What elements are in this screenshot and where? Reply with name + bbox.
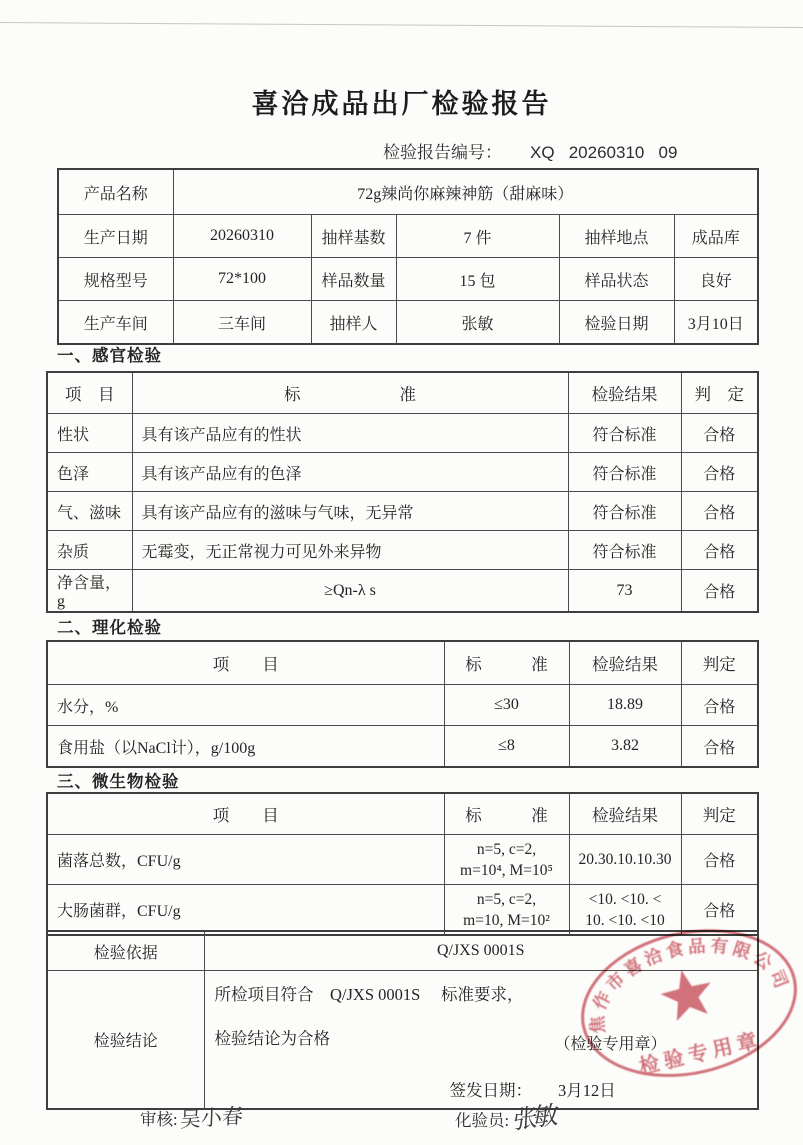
cell-result: 符合标准 — [568, 414, 681, 453]
stamp-star-icon — [656, 964, 717, 1023]
cell-label: 生产日期 — [58, 215, 173, 258]
product-name-label: 产品名称 — [58, 169, 173, 215]
cell-value: 7 件 — [396, 215, 559, 258]
col-header-item: 项 目 — [47, 641, 444, 685]
table-header-row — [47, 372, 758, 414]
cell-verdict: 合格 — [681, 835, 758, 885]
cell-standard: 无霉变，无正常视力可见外来异物 — [132, 531, 568, 570]
cell-value: 张敏 — [396, 301, 559, 345]
cell-result: 符合标准 — [568, 531, 681, 570]
cell-item: 净含量，g — [47, 570, 132, 613]
issue-date-value: 3月12日 — [558, 1081, 616, 1100]
cell-item: 性状 — [47, 414, 132, 453]
col-header-standard: 标 准 — [132, 372, 568, 414]
table-row — [47, 835, 758, 885]
cell-label: 样品状态 — [559, 258, 674, 301]
cell-result — [569, 835, 681, 885]
table-row — [58, 169, 758, 215]
section-heading-physchem: 二、理化检验 — [57, 618, 162, 637]
col-header-verdict: 判 定 — [681, 372, 758, 414]
cell-result: 73 — [568, 570, 681, 613]
cell-verdict: 合格 — [681, 885, 758, 936]
cell-standard: 具有该产品应有的滋味与气味，无异常 — [132, 492, 568, 531]
cell-verdict: 合格 — [681, 685, 758, 726]
table-header-row — [47, 641, 758, 685]
table-row — [47, 531, 758, 570]
table-row — [47, 726, 758, 768]
issue-date-label: 签发日期： — [449, 1081, 532, 1100]
cell-item: 大肠菌群，CFU/g — [47, 885, 444, 936]
col-header-verdict: 判定 — [681, 793, 758, 835]
cell-label: 检验日期 — [559, 301, 674, 345]
report-number-label: 检验报告编号： — [383, 143, 502, 162]
cell-value: 3月10日 — [674, 301, 758, 345]
cell-item: 水分，% — [47, 685, 444, 726]
cell-label: 抽样人 — [311, 301, 396, 345]
table-row — [58, 301, 758, 345]
tester-signature — [455, 1098, 555, 1134]
micro-test-table — [46, 792, 759, 936]
standard-line-2: m=10⁴, M=10⁵ — [460, 861, 553, 879]
report-number-value: XQ 20260310 09 — [530, 143, 678, 162]
cell-verdict: 合格 — [681, 414, 758, 453]
col-header-result: 检验结果 — [569, 641, 681, 685]
cell-item: 色泽 — [47, 453, 132, 492]
cell-verdict: 合格 — [681, 453, 758, 492]
page-title: 喜洽成品出厂检验报告 — [251, 89, 552, 119]
cell-value: 72*100 — [173, 258, 311, 301]
col-header-result: 检验结果 — [568, 372, 681, 414]
col-header-item: 项 目 — [47, 372, 132, 414]
col-header-item: 项 目 — [47, 793, 444, 835]
product-name-value: 72g辣尚你麻辣神筋（甜麻味） — [173, 169, 758, 215]
cell-result: 符合标准 — [568, 492, 681, 531]
cell-value: 20260310 — [173, 215, 311, 258]
section-heading-micro: 三、微生物检验 — [57, 772, 180, 791]
conclusion-label: 检验结论 — [47, 971, 204, 1110]
standard-line-2: m=10, M=10² — [463, 911, 550, 929]
cell-item: 杂质 — [47, 531, 132, 570]
cell-label: 抽样基数 — [311, 215, 396, 258]
tester-label: 化验员: — [455, 1111, 510, 1130]
cell-result: 18.89 — [569, 685, 681, 726]
cell-label: 生产车间 — [58, 301, 173, 345]
cell-standard — [444, 885, 569, 936]
cell-verdict: 合格 — [681, 570, 758, 613]
table-row — [47, 685, 758, 726]
cell-standard: ≥Qn-λ s — [132, 570, 568, 613]
cell-standard — [444, 835, 569, 885]
cell-verdict: 合格 — [681, 726, 758, 768]
result-line-1: 20.30.10.10.30 — [578, 851, 672, 868]
table-row — [47, 492, 758, 531]
seal-note: （检验专用章） — [554, 1036, 667, 1053]
conclusion-line-1: 所检项目符合 Q/JXS 0001S 标准要求， — [214, 985, 524, 1004]
stamp-type-text: 检验专用章 — [637, 1029, 765, 1079]
cell-item: 菌落总数，CFU/g — [47, 835, 444, 885]
cell-value: 良好 — [674, 258, 758, 301]
table-header-row — [47, 793, 758, 835]
cell-value: 成品库 — [674, 215, 758, 258]
table-row — [47, 414, 758, 453]
cell-standard: ≤30 — [444, 685, 569, 726]
reviewer-handwritten-name: 吴小春 — [179, 1103, 243, 1133]
cell-standard: 具有该产品应有的性状 — [132, 414, 568, 453]
result-line-1: <10. <10. < — [588, 890, 662, 908]
col-header-standard: 标 准 — [444, 641, 569, 685]
cell-label: 规格型号 — [58, 258, 173, 301]
cell-standard: 具有该产品应有的色泽 — [132, 453, 568, 492]
cell-label: 样品数量 — [311, 258, 396, 301]
table-row — [58, 258, 758, 301]
result-line-2: 10. <10. <10 — [585, 911, 665, 929]
table-row — [58, 215, 758, 258]
col-header-result: 检验结果 — [569, 793, 681, 835]
stamp-company-arc-text: 焦作市喜洽食品有限公司 — [586, 935, 794, 1035]
col-header-verdict: 判定 — [681, 641, 758, 685]
scanner-artifact-line — [0, 22, 803, 28]
cell-verdict: 合格 — [681, 531, 758, 570]
cell-verdict: 合格 — [681, 492, 758, 531]
table-row — [47, 453, 758, 492]
reviewer-label: 审核: — [140, 1110, 178, 1129]
standard-line-1: n=5, c=2, — [476, 890, 537, 908]
col-header-standard: 标 准 — [444, 793, 569, 835]
sensory-test-table — [46, 371, 759, 613]
section-heading-sensory: 一、感官检验 — [57, 346, 162, 365]
cell-item: 食用盐（以NaCl计），g/100g — [47, 726, 444, 768]
basis-value: Q/JXS 0001S — [204, 931, 758, 971]
cell-result: 符合标准 — [568, 453, 681, 492]
cell-result: 3.82 — [569, 726, 681, 768]
report-number-line — [383, 138, 677, 163]
cell-standard: ≤8 — [444, 726, 569, 768]
cell-label: 抽样地点 — [559, 215, 674, 258]
reviewer-signature — [140, 1102, 243, 1132]
cell-value: 三车间 — [173, 301, 311, 345]
physchem-test-table — [46, 640, 759, 768]
standard-line-1: n=5, c=2, — [476, 840, 537, 858]
cell-value: 15 包 — [396, 258, 559, 301]
table-row — [47, 570, 758, 613]
tester-handwritten-name: 张敏 — [512, 1100, 556, 1135]
basis-label: 检验依据 — [47, 931, 204, 971]
conclusion-line-2: 检验结论为合格 — [214, 1029, 330, 1048]
product-info-table — [57, 168, 759, 345]
cell-item: 气、滋味 — [47, 492, 132, 531]
